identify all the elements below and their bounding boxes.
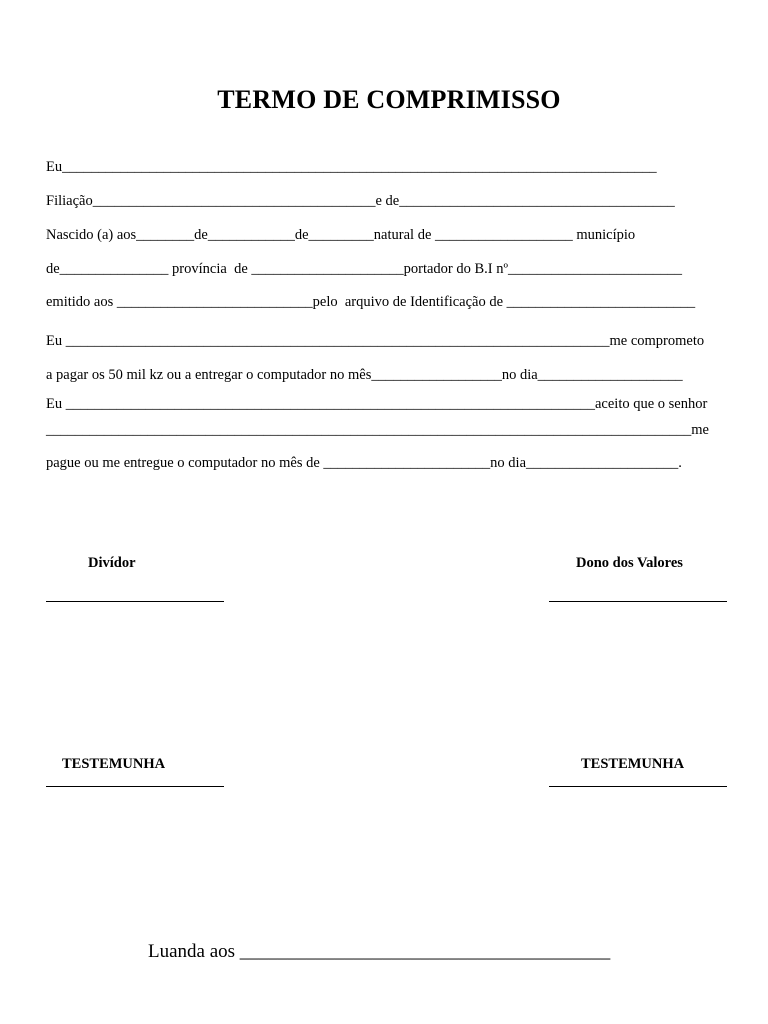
witness-right-signature-line	[549, 786, 727, 787]
debtor-label: Divídor	[88, 555, 136, 571]
witness-left-label: TESTEMUNHA	[62, 756, 166, 772]
line-name: Eu__________________________________________________________________________________	[46, 159, 657, 175]
line-payment: a pagar os 50 mil kz ou a entregar o computador no mês__________________no dia____________________	[46, 367, 683, 383]
witness-left-signature-line	[46, 786, 224, 787]
line-parents: Filiação_______________________________________e de______________________________________	[46, 193, 675, 209]
owner-signature-line	[549, 601, 727, 602]
line-province-id: de_______________ província de _____________________portador do B.I nº________________________	[46, 261, 682, 277]
line-payment-date: pague ou me entregue o computador no mês de _______________________no dia_____________________.	[46, 455, 682, 471]
line-acceptance-cont: _________________________________________________________________________________________me	[46, 422, 709, 438]
document-title: TERMO DE COMPRIMISSO	[217, 85, 561, 114]
line-commitment: Eu ___________________________________________________________________________me comprometo	[46, 333, 705, 349]
footer-place-date: Luanda aos _______________________________________	[148, 941, 611, 962]
line-acceptance: Eu _________________________________________________________________________aceito que o senhor	[46, 396, 708, 412]
line-issued: emitido aos ___________________________pelo arquivo de Identificação de __________________________	[46, 294, 696, 310]
owner-label: Dono dos Valores	[576, 555, 683, 571]
line-birth: Nascido (a) aos________de____________de_________natural de ___________________ município	[46, 227, 636, 243]
witness-right-label: TESTEMUNHA	[581, 756, 685, 772]
debtor-signature-line	[46, 601, 224, 602]
